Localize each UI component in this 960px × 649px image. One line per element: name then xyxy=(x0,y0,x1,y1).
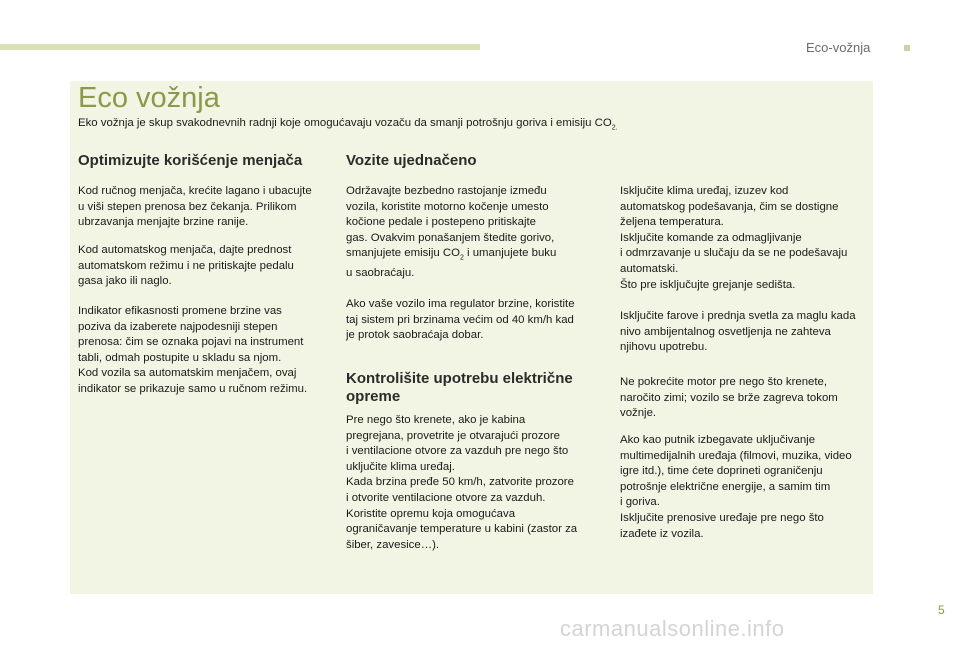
col1-heading-wrap xyxy=(78,152,338,170)
col2-paragraph-2: Ako vaše vozilo ima regulator brzine, koristite taj sistem pri brzinama većim od 40 km/h kad je protok saobraćaja dobar. xyxy=(346,298,575,342)
page-number: 5 xyxy=(938,603,945,617)
col1-heading: Optimizujte korišćenje menjača xyxy=(78,152,303,169)
col3-paragraph-1: Isključite klima uređaj, izuzev kod automatskog podešavanja, čim se dostigne željena temperatura. Isključite komande za odmagljivanje i odmrzavanje u slučaju da se ne podešavaju automatski. Što pre isključujte grejanje sedišta. xyxy=(620,185,848,291)
header-accent-bar xyxy=(0,44,480,50)
intro-main: Eko vožnja je skup svakodnevnih radnji koje omogućavaju vozaču da smanji potrošnju goriva i emisiju CO xyxy=(78,117,612,129)
col2-p1-sub: 2 xyxy=(459,254,464,262)
col2-p1-a: Održavajte bezbedno rastojanje između vozila, koristite motorno kočenje umesto kočione pedale i postepeno pritiskajte gas. Ovakvim ponašanjem štedite gorivo, smanjujete emisiju CO xyxy=(346,185,555,260)
watermark: carmanualsonline.info xyxy=(560,616,785,641)
intro-subscript: 2. xyxy=(611,124,618,132)
col2-heading: Vozite ujednačeno xyxy=(346,152,477,169)
section-title: Eco-vožnja xyxy=(806,40,871,55)
col2-heading-2: Kontrolišite upotrebu električne opreme xyxy=(346,370,573,405)
col3-paragraph-4: Ako kao putnik izbegavate uključivanje multimedijalnih uređaja (filmovi, muzika, video igre itd.), time ćete doprineti ograničenju potrošnje električne energije, a samim tim i goriva. Isključite prenosive uređaje pre nego što izađete iz vozila. xyxy=(620,434,852,540)
col2-paragraph-1 xyxy=(346,184,598,282)
col3-paragraph-3: Ne pokrećite motor pre nego što krenete, naročito zimi; vozilo se brže zagreva tokom vožnje. xyxy=(620,376,838,420)
page-title: Eco vožnja xyxy=(78,82,220,114)
col3-paragraph-2: Isključite farove i prednja svetla za maglu kada nivo ambijentalnog osvetljenja ne zahteva njihovu upotrebu. xyxy=(620,310,856,354)
col1-paragraph-1: Kod ručnog menjača, krećite lagano i ubacujte u viši stepen prenosa bez čekanja. Prilikom ubrzavanja menjajte brzine ranije. xyxy=(78,185,312,229)
col1-paragraph-2: Kod automatskog menjača, dajte prednost automatskom režimu i ne pritiskajte pedalu gasa jako ili naglo. xyxy=(78,244,294,288)
section-marker xyxy=(904,45,910,51)
col2-paragraph-3: Pre nego što krenete, ako je kabina pregrejana, provetrite je otvarajući prozore i ventilacione otvore za vazduh pre nego što uključite klima uređaj. Kada brzina pređe 50 km/h, zatvorite prozore i otvorite ventilacione otvore za vazduh. Koristite opremu koja omogućava ograničavanje temperature u kabini (zastor za šiber, zavesice…). xyxy=(346,414,578,551)
col2-heading2-wrap xyxy=(346,370,596,406)
col2-p1-b: i umanjujete buku u saobraćaju. xyxy=(346,247,557,280)
intro-text xyxy=(78,117,618,131)
col1-paragraph-3: Indikator efikasnosti promene brzine vas poziva da izaberete najpodesniji stepen prenosa: čim se oznaka pojavi na instrument tabli, odmah postupite u skladu sa njom. Kod vozila sa automatskim menjačem, ovaj indikator se prikazuje samo u ručnom režimu. xyxy=(78,305,308,395)
col2-heading-wrap xyxy=(346,152,598,170)
